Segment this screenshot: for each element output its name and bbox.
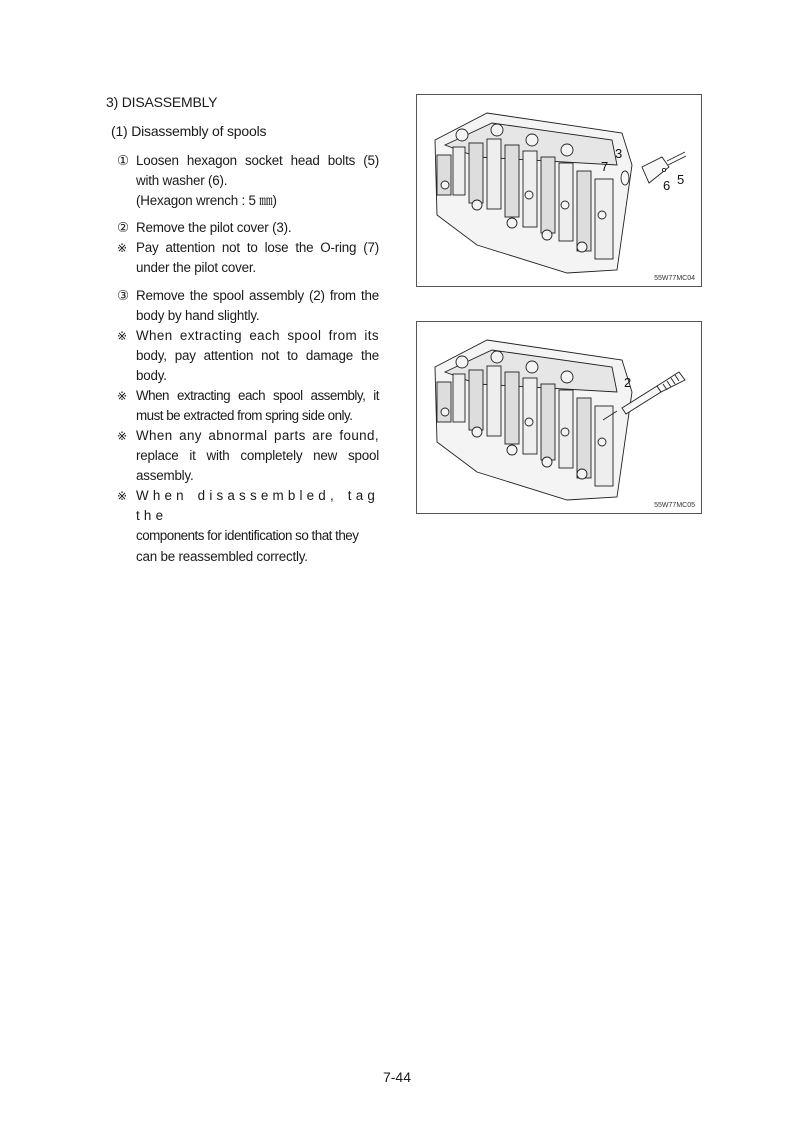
note-line: assembly.	[136, 468, 194, 484]
step-2	[117, 218, 379, 238]
note-line: can be reassembled correctly.	[136, 548, 308, 564]
note-marker: ※	[117, 429, 128, 443]
step-1	[117, 151, 379, 212]
note-abnormal-parts	[117, 426, 379, 487]
note-marker: ※	[117, 241, 128, 255]
control-valve-illustration	[417, 322, 701, 513]
note-marker: ※	[117, 489, 128, 503]
figure-code: 55W77MC05	[654, 502, 695, 509]
step-line: Remove the spool assembly (2) from the	[136, 288, 379, 303]
control-valve-illustration	[417, 95, 701, 286]
sub-title: (1) Disassembly of spools	[111, 123, 267, 139]
note-line: under the pilot cover.	[136, 260, 256, 276]
note-line: body, pay attention not to damage the	[136, 348, 379, 364]
callout-label: 6	[663, 178, 671, 193]
figure-spool-assembly	[416, 321, 702, 514]
note-line: must be extracted from spring side only.	[136, 408, 353, 424]
note-line: replace it with completely new spool	[136, 448, 379, 464]
step-3	[117, 286, 379, 326]
step-marker: ②	[117, 220, 130, 235]
step-line: body by hand slightly.	[136, 308, 260, 324]
callout-label: 2	[624, 375, 632, 390]
step-line: with washer (6).	[136, 173, 228, 189]
callout-label: 7	[601, 159, 609, 174]
note-line: When extracting each spool from its	[136, 328, 379, 343]
note-marker: ※	[117, 329, 128, 343]
note-extract-spool	[117, 326, 379, 387]
callout-label: 3	[615, 146, 623, 161]
note-line: When any abnormal parts are found,	[136, 428, 379, 443]
figure-code: 55W77MC04	[654, 275, 695, 282]
page-number: 7-44	[382, 1069, 412, 1085]
step-line: Remove the pilot cover (3).	[136, 220, 292, 235]
figure-pilot-cover	[416, 94, 702, 287]
note-line: When disassembled, tag the	[136, 488, 379, 524]
note-line: When extracting each spool assembly, it	[136, 388, 379, 403]
note-line: Pay attention not to lose the O-ring (7)	[136, 240, 379, 255]
section-title: 3) DISASSEMBLY	[106, 94, 218, 110]
step-line: (Hexagon wrench : 5 ㎜)	[136, 193, 277, 209]
note-marker: ※	[117, 389, 128, 403]
note-spring-side	[117, 386, 379, 426]
note-line: components for identification so that they	[136, 528, 359, 544]
note-o-ring	[117, 238, 379, 278]
step-marker: ③	[117, 288, 130, 303]
step-marker: ①	[117, 153, 130, 168]
note-line: body.	[136, 368, 167, 384]
callout-label: 5	[677, 172, 685, 187]
note-tag-components	[117, 486, 379, 567]
step-line: Loosen hexagon socket head bolts (5)	[136, 153, 379, 168]
